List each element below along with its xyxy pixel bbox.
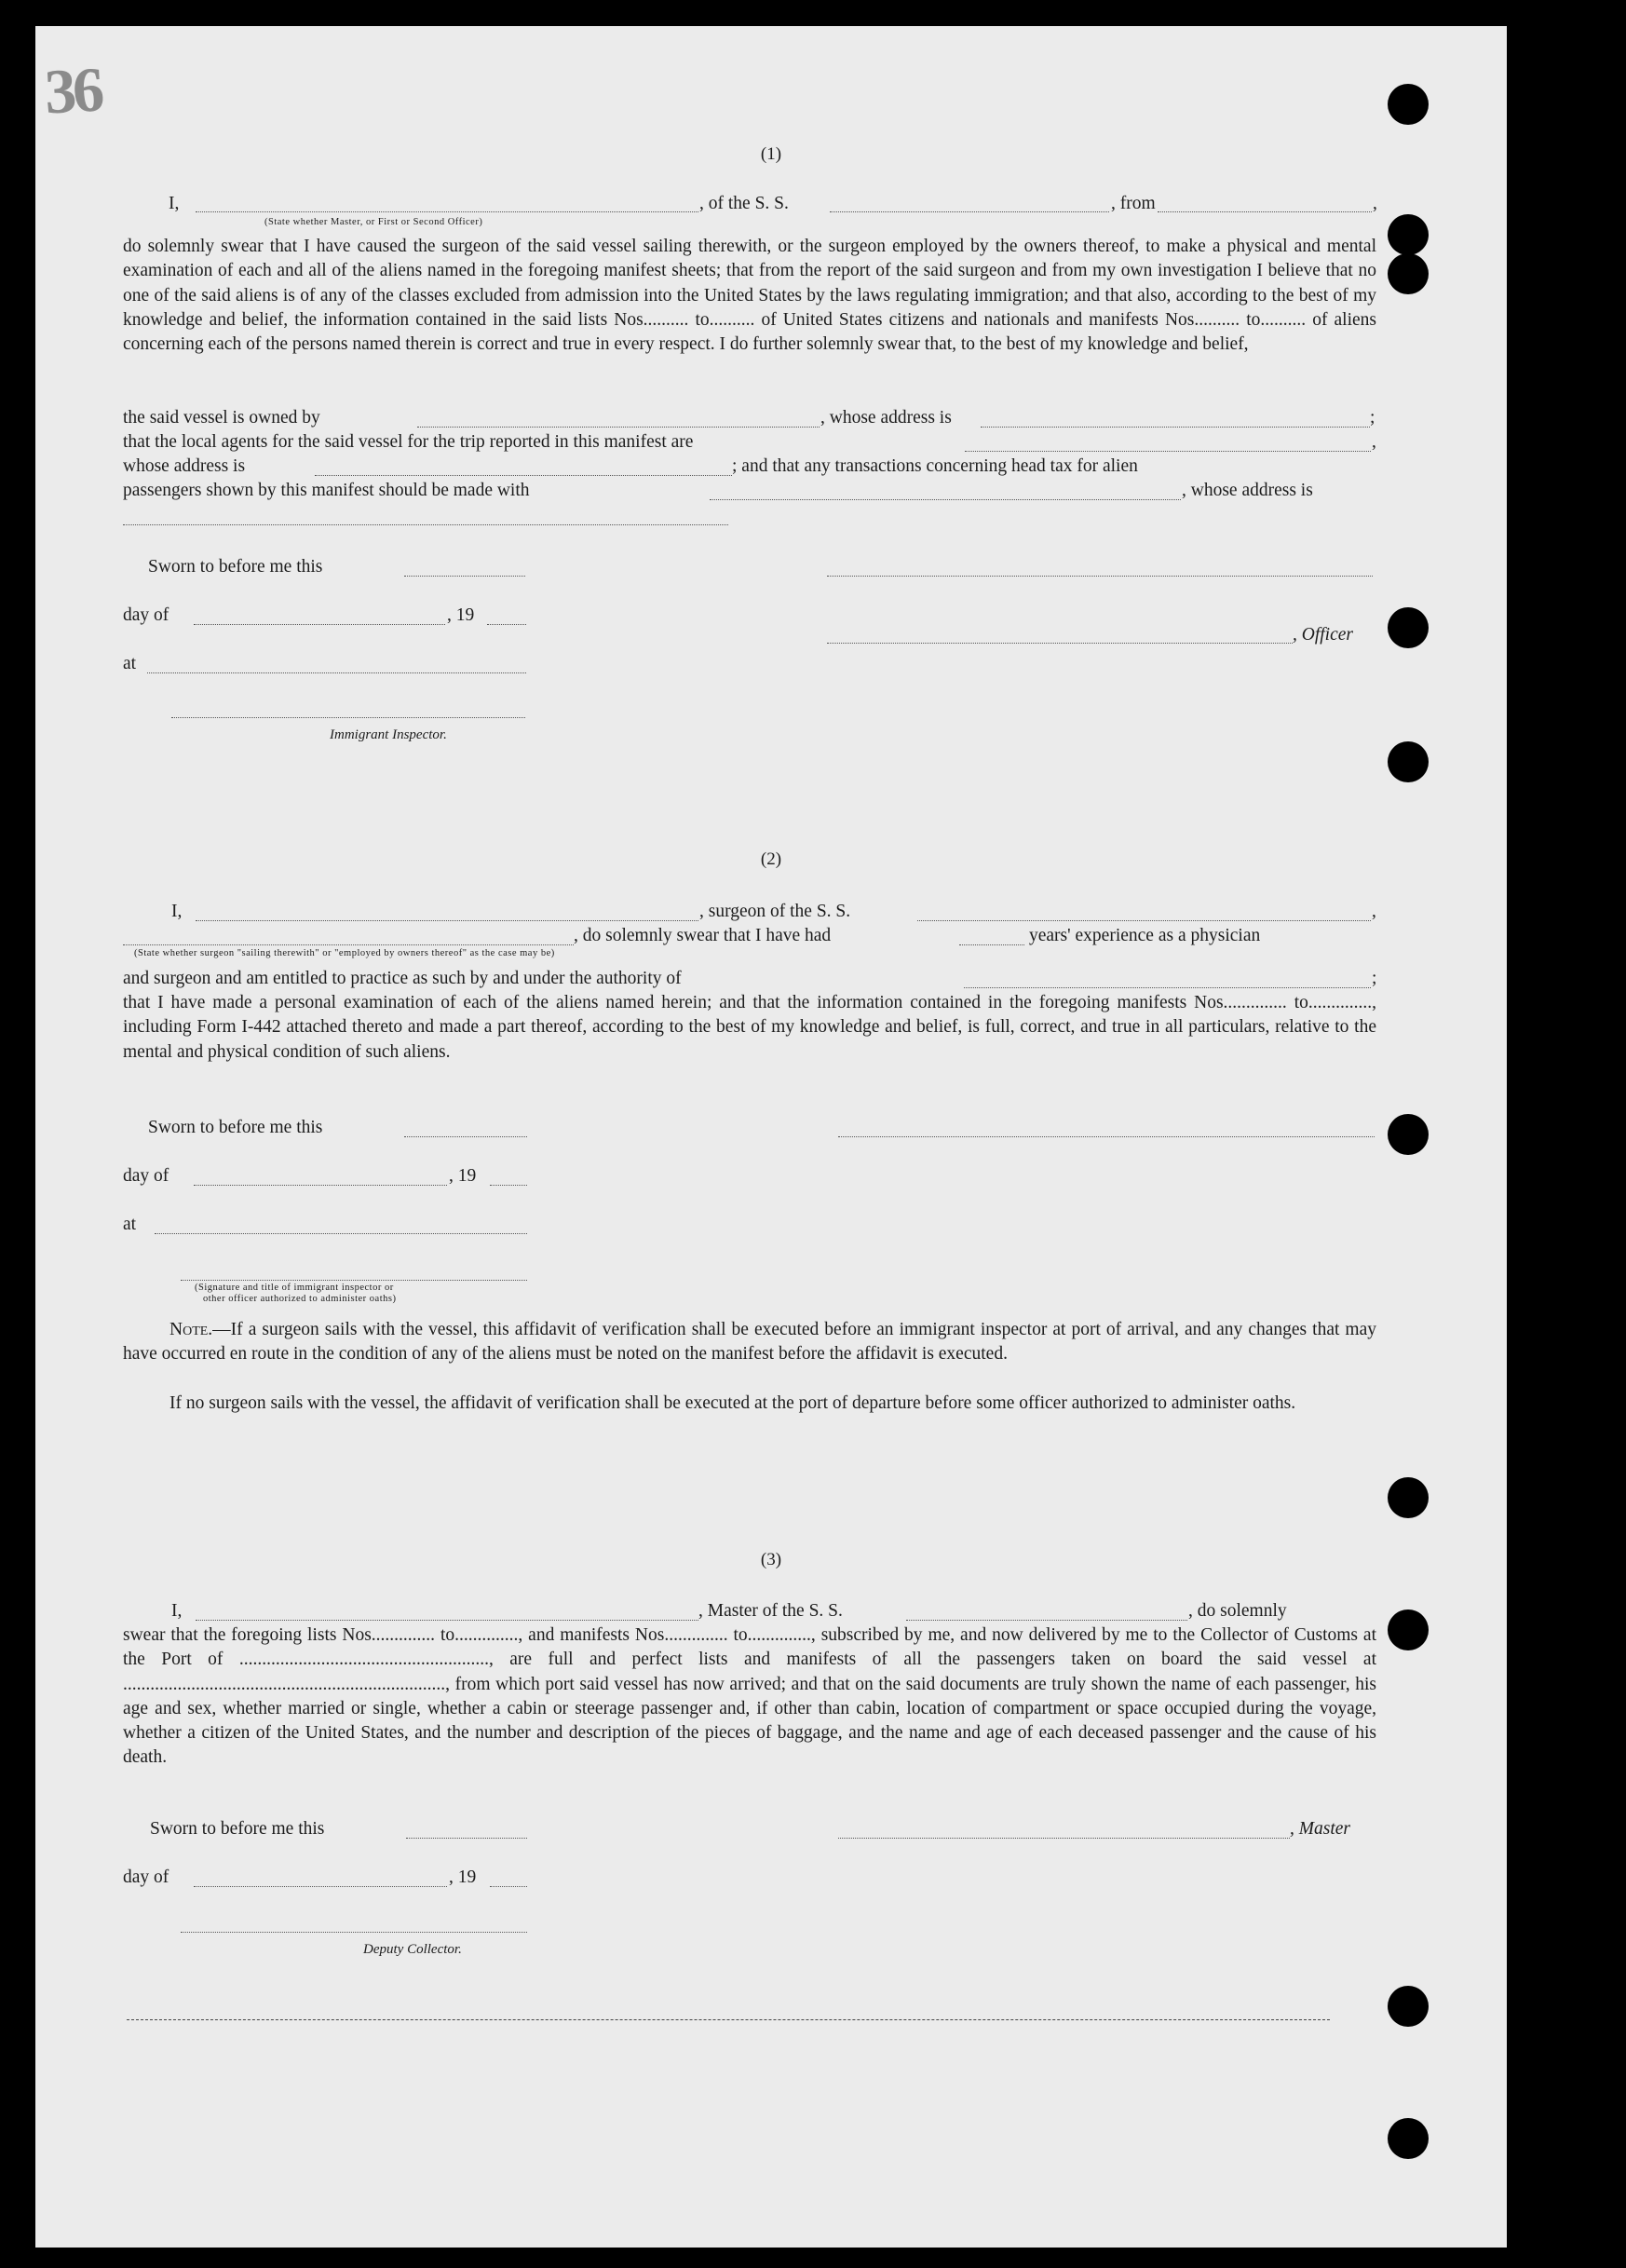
punch-hole [1388,214,1429,255]
s1-head-tax-line[interactable] [710,499,1181,500]
punch-hole [1388,2118,1429,2159]
s2-i: I, [171,902,183,921]
s1-inspector-label: Immigrant Inspector. [330,727,447,742]
s3-sworn: Sworn to before me this [150,1819,325,1839]
s2-note-text: —If a surgeon sails with the vessel, this affidavit of verification shall be executed before an immigrant inspector at port of arrival, and any changes that may have occurred en route in the condition of any of the aliens must be noted on the manifest before the affidavit is executed. [123,1320,1376,1365]
s1-of-the-ss: , of the S. S. [699,194,789,213]
s1-agents-comma: , [1372,432,1376,452]
s1-at: at [123,654,137,673]
s3-day-of: day of [123,1867,169,1887]
punch-hole [1388,1986,1429,2027]
punch-hole [1388,741,1429,782]
punch-hole [1388,84,1429,125]
s1-year-line[interactable] [487,624,526,625]
s1-semicolon: ; [1370,408,1375,428]
s2-day-of: day of [123,1166,169,1186]
s2-years-experience: years' experience as a physician [1029,926,1261,945]
s2-comma: , [1372,902,1376,921]
s2-at: at [123,1215,137,1234]
s3-master-of-ss: , Master of the S. S. [698,1601,843,1621]
s1-whose-address: , whose address is [820,408,952,428]
s1-from-line[interactable] [1158,211,1372,212]
s3-collector-label: Deputy Collector. [363,1942,462,1957]
s2-do-solemnly: , do solemnly swear that I have had [574,926,832,945]
s2-body: that I have made a personal examination of each of the aliens named herein; and that the information contained in the foregoing manifests Nos.............. to.............., including Form I-442 attached thereto and made a part thereof, according to the best of my knowledge and belief, is full, correct, and true in all particulars, relative to the mental and physical condition of such aliens. [123,993,1376,1062]
punch-hole [1388,1609,1429,1650]
s1-local-agents: that the local agents for the said vessel for the trip reported in this manifest are [123,432,694,452]
s2-sig-note-2: other officer authorized to administer oaths) [203,1294,397,1304]
s1-from: , from [1111,194,1156,213]
s1-ship-line[interactable] [830,211,1109,212]
s2-at-line[interactable] [155,1233,527,1234]
s1-owned-by: the said vessel is owned by [123,408,320,428]
s2-year-line[interactable] [490,1185,527,1186]
s3-body: swear that the foregoing lists Nos.............. to.............., and manifests Nos.............. to.............., subscribed by me, and now delivered by me to the Collector of Customs at the Port of ......................................................., are full and perfect lists and manifests of all the passengers taken on board the said vessel at ......................................................................., from which port said vessel has now arrived; and that on the said documents are truly shown the name of each passenger, his age and sex, whether married or single, whether a cabin or steerage passenger and, if other than cabin, location of compartment or space occupied during the voyage, whether a citizen of the United States, and the number and description of the pieces of baggage, and the name and age of each deceased passenger and the cause of his death. [123,1625,1376,1768]
punch-hole [1388,1477,1429,1518]
s1-year: , 19 [447,605,475,625]
s2-surgeon-note: (State whether surgeon "sailing therewith" or "employed by owners thereof" as the case may be) [134,948,555,958]
s2-ship-line[interactable] [917,920,1371,921]
s2-authority-line[interactable] [964,987,1371,988]
s2-inspector-line[interactable] [181,1280,527,1281]
s2-sig-note-1: (Signature and title of immigrant inspector or [195,1283,394,1293]
s1-agents-address-line[interactable] [315,475,732,476]
s2-year: , 19 [449,1166,477,1186]
s1-owner-address-line[interactable] [981,427,1370,428]
s1-sworn: Sworn to before me this [148,557,323,577]
s1-comma: , [1373,194,1377,213]
s1-officer-label: , Officer [1293,625,1353,645]
s1-at-line[interactable] [147,672,526,673]
bleed-through-text [194,117,200,136]
s1-day-of: day of [123,605,169,625]
s3-year: , 19 [449,1867,477,1887]
s3-ship-line[interactable] [906,1620,1187,1621]
manifest-sheet [35,26,1507,2248]
punch-hole [1388,607,1429,648]
section-3-heading: (3) [760,1550,782,1569]
s3-collector-line[interactable] [181,1932,527,1933]
section-2-heading: (2) [760,849,782,869]
s2-line-2[interactable] [123,944,574,945]
s1-owner-line[interactable] [417,427,820,428]
punch-hole [1388,1114,1429,1155]
s1-inspector-line[interactable] [171,717,525,718]
stamp-number: 36 [43,53,102,128]
s1-agents-line[interactable] [965,451,1371,452]
s1-body: do solemnly swear that I have caused the surgeon of the said vessel sailing therewith, or the surgeon employed by the owners thereof, to make a physical and mental examination of each and all of the aliens named in the foregoing manifest sheets; that from the report of the said surgeon and from my own investigation I believe that no one of the said aliens is of any of the classes excluded from admission into the United States by the laws regulating immigration; and that also, according to the best of my knowledge and belief, the information contained in the said lists Nos.......... to.......... of United States citizens and nationals and manifests Nos.......... to.......... of aliens concerning each of the persons named therein is correct and true in every respect. I do further solemnly swear that, to the best of my knowledge and belief, [123,237,1376,355]
s2-sworn-line[interactable] [404,1136,527,1137]
s2-authority: and surgeon and am entitled to practice as such by and under the authority of [123,969,682,988]
s3-master-name-line[interactable] [196,1620,698,1621]
s3-day-line[interactable] [194,1886,447,1887]
s2-surgeon-name-line[interactable] [196,920,698,921]
s3-year-line[interactable] [490,1886,527,1887]
s2-signature-line[interactable] [838,1136,1375,1137]
s3-master-label: , Master [1290,1819,1350,1839]
punch-hole [1388,253,1429,294]
s1-passengers-shown: passengers shown by this manifest should be made with [123,481,530,500]
s1-officer-line[interactable] [196,211,698,212]
s2-sworn: Sworn to before me this [148,1118,323,1137]
s2-semicolon: ; [1372,969,1377,988]
s2-surgeon-of-ss: , surgeon of the S. S. [699,902,851,921]
s1-i: I, [169,194,180,213]
s2-note-2: If no surgeon sails with the vessel, the affidavit of verification shall be executed at the port of departure before some officer authorized to administer oaths. [169,1393,1296,1413]
section-1-heading: (1) [760,144,782,164]
s2-years-line[interactable] [959,944,1024,945]
s3-i: I, [171,1601,183,1621]
s1-sworn-line[interactable] [404,576,525,577]
s1-day-line[interactable] [194,624,445,625]
s3-master-signature-line[interactable] [838,1838,1290,1839]
s3-do-solemnly: , do solemnly [1188,1601,1287,1621]
s1-officer-note: (State whether Master, or First or Second Officer) [264,217,483,227]
s2-note [123,1318,1376,1367]
s1-whose-address-is: , whose address is [1182,481,1313,500]
s1-head-tax: ; and that any transactions concerning head tax for alien [732,456,1138,476]
s2-note-label: Note. [169,1320,213,1339]
s3-sworn-line[interactable] [406,1838,527,1839]
bottom-rule [127,2019,1330,2020]
s1-address-line[interactable] [123,524,728,525]
s1-officer-line-2[interactable] [827,643,1293,644]
s1-agents-address-label: whose address is [123,456,246,476]
s1-officer-signature-line[interactable] [827,576,1373,577]
s2-day-line[interactable] [194,1185,447,1186]
